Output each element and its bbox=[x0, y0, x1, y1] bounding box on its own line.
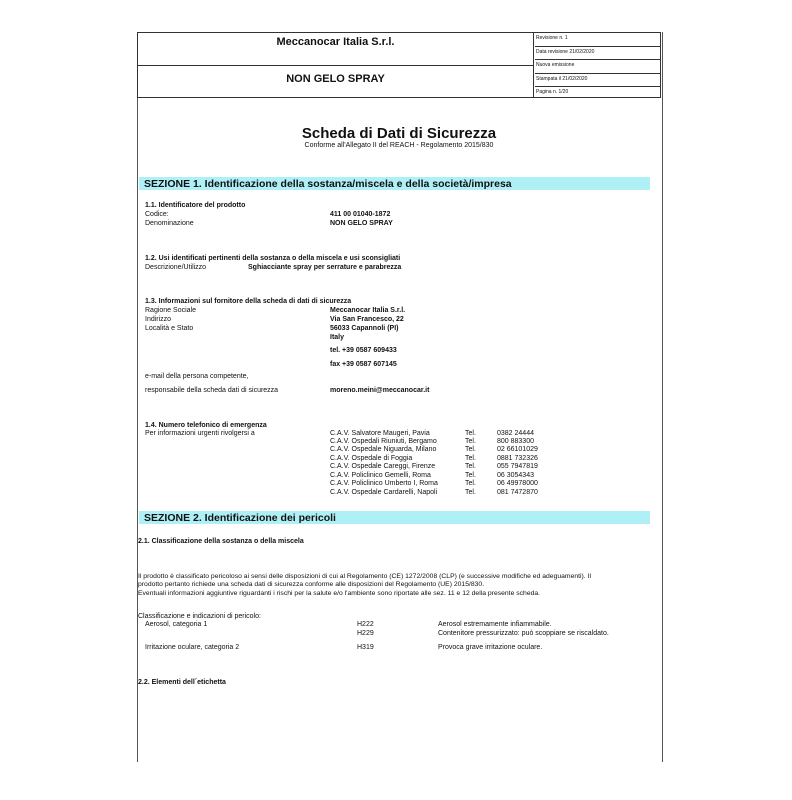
s11-name-value: NON GELO SPRAY bbox=[330, 220, 393, 227]
center-tel-label: Tel. bbox=[465, 472, 476, 479]
center-number: 055 7947819 bbox=[497, 463, 538, 470]
header-company: Meccanocar Italia S.r.l. bbox=[138, 33, 533, 66]
center-tel-label: Tel. bbox=[465, 463, 476, 470]
center-tel-label: Tel. bbox=[465, 480, 476, 487]
doc-subtitle: Conforme all'Allegato II del REACH - Regolamento 2015/830 bbox=[304, 142, 494, 149]
center-tel-label: Tel. bbox=[465, 446, 476, 453]
center-name: C.A.V. Policlinico Gemelli, Roma bbox=[330, 472, 431, 479]
s12-use-label: Descrizione/Utilizzo bbox=[145, 264, 207, 271]
center-tel-label: Tel. bbox=[465, 489, 476, 496]
s13-email-label-2: responsabile della scheda dati di sicurezza bbox=[145, 387, 279, 394]
class-text: Provoca grave irritazione oculare. bbox=[438, 644, 543, 651]
s21-title: 2.1. Classificazione della sostanza o della miscela bbox=[138, 538, 304, 545]
class-code: H222 bbox=[357, 621, 374, 628]
center-number: 0382 24444 bbox=[497, 430, 534, 437]
center-name: C.A.V. Ospedale Niguarda, Milano bbox=[330, 446, 437, 453]
header-left bbox=[138, 33, 534, 97]
s13-fax: fax +39 0587 607145 bbox=[330, 361, 397, 368]
header-printed: Stampata il 21/02/2020 bbox=[535, 74, 661, 88]
section2-band bbox=[139, 511, 650, 524]
header-page: Pagina n. 1/20 bbox=[536, 89, 569, 96]
header-revision: Revisione n. 1 bbox=[535, 33, 661, 47]
section2-heading: SEZIONE 2. Identificazione dei pericoli bbox=[144, 512, 336, 524]
center-number: 02 66101029 bbox=[497, 446, 538, 453]
class-title: Classificazione e indicazioni di pericolo: bbox=[138, 613, 261, 620]
s13-company-value: Meccanocar Italia S.r.l. bbox=[330, 307, 406, 314]
center-name: C.A.V. Ospedale di Foggia bbox=[330, 455, 413, 462]
s13-title: 1.3. Informazioni sul fornitore della scheda di dati di sicurezza bbox=[145, 298, 352, 305]
s11-name-label: Denominazione bbox=[145, 220, 194, 227]
center-number: 0881 732326 bbox=[497, 455, 538, 462]
doc-title: Scheda di Dati di Sicurezza bbox=[301, 125, 497, 142]
class-text: Aerosol estremamente infiammabile. bbox=[438, 621, 552, 628]
class-code: H319 bbox=[357, 644, 374, 651]
s13-country-value: Italy bbox=[330, 334, 345, 341]
header-revision-date: Data revisione 21/02/2020 bbox=[535, 47, 661, 61]
center-name: C.A.V. Ospedale Careggi, Firenze bbox=[330, 463, 436, 470]
class-category: Irritazione oculare, categoria 2 bbox=[145, 644, 240, 651]
s13-tel: tel. +39 0587 609433 bbox=[330, 347, 397, 354]
s13-city-label: Località e Stato bbox=[145, 325, 194, 332]
center-name: C.A.V. Policlinico Umberto I, Roma bbox=[330, 480, 438, 487]
center-tel-label: Tel. bbox=[465, 438, 476, 445]
section1-heading: SEZIONE 1. Identificazione della sostanza/miscela e della società/impresa bbox=[144, 178, 512, 190]
s11-code-label: Codice: bbox=[145, 211, 169, 218]
class-code: H229 bbox=[357, 630, 374, 637]
s21-para-2: prodotto pertanto richiede una scheda dati di sicurezza conforme alle disposizioni del Regolamento (UE) 2015/830. bbox=[138, 581, 485, 588]
s11-code-value: 411 00 01040-1872 bbox=[330, 211, 391, 218]
s13-email-label-1: e-mail della persona competente, bbox=[145, 373, 249, 380]
center-name: C.A.V. Salvatore Maugeri, Pavia bbox=[330, 430, 430, 437]
s22-title: 2.2. Elementi dell´etichetta bbox=[138, 679, 226, 686]
s12-title: 1.2. Usi identificati pertinenti della sostanza o della miscela e usi sconsigliati bbox=[145, 255, 401, 262]
center-number: 06 3054343 bbox=[497, 472, 534, 479]
s12-use-value: Sghiacciante spray per serrature e parabrezza bbox=[248, 264, 402, 271]
header-emission: Nuova emissione bbox=[535, 60, 661, 74]
header-meta bbox=[535, 33, 661, 100]
s21-para-3: Eventuali informazioni aggiuntive riguardanti i rischi per la salute e/o l'ambiente sono riportate alle sez. 11 e 12 della presente scheda. bbox=[138, 590, 541, 597]
center-name: C.A.V. Ospedale Cardarelli, Napoli bbox=[330, 489, 438, 496]
s14-label: Per informazioni urgenti rivolgersi a bbox=[145, 430, 255, 437]
class-category: Aerosol, categoria 1 bbox=[145, 621, 208, 628]
center-number: 081 7472870 bbox=[497, 489, 538, 496]
class-text: Contenitore pressurizzato: può scoppiare se riscaldato. bbox=[438, 630, 609, 637]
header-product: NON GELO SPRAY bbox=[286, 73, 385, 85]
center-number: 06 49978000 bbox=[497, 480, 538, 487]
section1-band bbox=[139, 177, 650, 190]
s13-address-label: Indirizzo bbox=[145, 316, 172, 323]
document-header bbox=[137, 32, 661, 98]
center-tel-label: Tel. bbox=[465, 430, 476, 437]
s13-address-value: Via San Francesco, 22 bbox=[330, 316, 404, 323]
s13-email-value: moreno.meini@meccanocar.it bbox=[330, 387, 430, 394]
s21-para-1: Il prodotto è classificato pericoloso ai sensi delle disposizioni di cui al Regolamento (CE) 1272/2008 (CLP) (e successive modifiche ed adeguamenti). Il bbox=[138, 573, 591, 580]
center-number: 800 883300 bbox=[497, 438, 534, 445]
s11-title: 1.1. Identificatore del prodotto bbox=[145, 202, 246, 209]
center-tel-label: Tel. bbox=[465, 455, 476, 462]
center-name: C.A.V. Ospedali Riuniuti, Bergamo bbox=[330, 438, 437, 445]
s13-city-value: 56033 Capannoli (PI) bbox=[330, 325, 399, 332]
s14-title: 1.4. Numero telefonico di emergenza bbox=[145, 422, 267, 429]
s13-company-label: Ragione Sociale bbox=[145, 307, 196, 314]
